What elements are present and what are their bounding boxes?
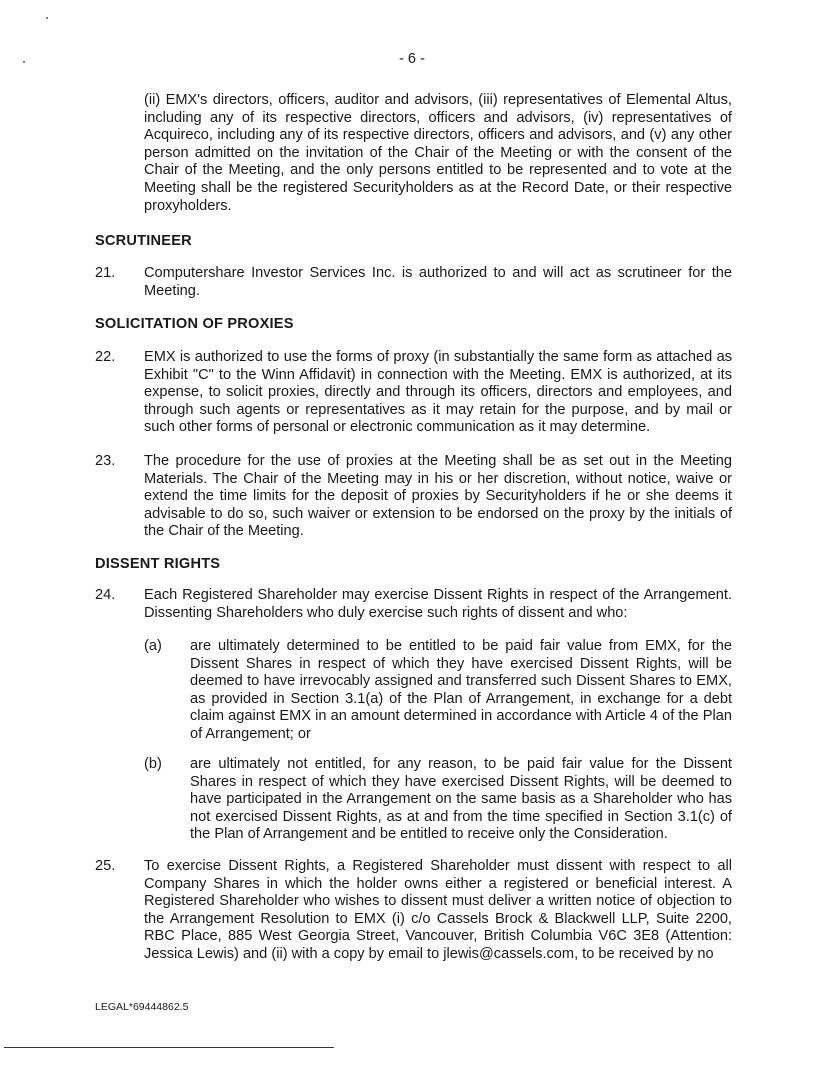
- paragraph-text: Computershare Investor Services Inc. is authorized to and will act as scrutineer for the Meeting.: [144, 265, 732, 299]
- continuation-paragraph: (ii) EMX's directors, officers, auditor and advisors, (iii) representatives of Elemental Altus, including any of its respective directors, officers and advisors, (iv) representatives of Acquireco, including any of its respective directors, officers and advisors, and (v) any other person admitted on the invitation of the Chair of the Meeting or with the consent of the Chair of the Meeting, and the only persons entitled to be represented and to vote at the Meeting shall be the registered Securityholders as at the Record Date, or their respective proxyholders.: [144, 92, 732, 214]
- subparagraph-b: [144, 756, 732, 844]
- subparagraph-text: are ultimately determined to be entitled to be paid fair value from EMX, for the Dissent Shares in respect of which they have exercised Dissent Rights, will be deemed to have irrevocably assigned and transferred such Dissent Shares to EMX, as provided in Section 3.1(a) of the Plan of Arrangement, in exchange for a debt claim against EMX in an amount determined in accordance with Article 4 of the Plan of Arrangement; or: [190, 638, 732, 742]
- paragraph-number: 22.: [95, 349, 116, 365]
- page-number: - 6 -: [399, 51, 425, 67]
- subparagraph-label: (a): [144, 638, 162, 654]
- subparagraph-text: are ultimately not entitled, for any reason, to be paid fair value for the Dissent Shares in respect of which they have exercised Dissent Rights, will be deemed to have participated in the Arrangement on the same basis as a Shareholder who has not exercised Dissent Rights, as at and from the time specified in Section 3.1(c) of the Plan of Arrangement and be entitled to receive only the Consideration.: [190, 756, 732, 843]
- heading-dissent-rights: DISSENT RIGHTS: [95, 556, 221, 572]
- paragraph-number: 21.: [95, 265, 116, 281]
- footer-rule: [4, 1047, 334, 1048]
- paragraph-text: Each Registered Shareholder may exercise Dissent Rights in respect of the Arrangement. Dissenting Shareholders who duly exercise such rights of dissent and who:: [144, 587, 732, 621]
- paragraph-22: [95, 349, 732, 437]
- scan-speck: [46, 17, 48, 19]
- paragraph-text: The procedure for the use of proxies at the Meeting shall be as set out in the Meeting Materials. The Chair of the Meeting may in his or her discretion, without notice, waive or extend the time limits for the deposit of proxies by Securityholders if he or she deems it advisable to do so, such waiver or extension to be endorsed on the proxy by the initials of the Chair of the Meeting.: [144, 453, 732, 540]
- paragraph-number: 24.: [95, 587, 116, 603]
- paragraph-text: To exercise Dissent Rights, a Registered Shareholder must dissent with respect to all Company Shares in which the holder owns either a registered or beneficial interest. A Registered Shareholder who wishes to dissent must deliver a written notice of objection to the Arrangement Resolution to EMX (i) c/o Cassels Brock & Blackwell LLP, Suite 2200, RBC Place, 885 West Georgia Street, Vancouver, British Columbia V6C 3E8 (Attention: Jessica Lewis) and (ii) with a copy by email to jlewis@cassels.com, to be received by no: [144, 858, 732, 962]
- subparagraph-a: [144, 638, 732, 744]
- paragraph-number: 23.: [95, 453, 116, 469]
- paragraph-21: [95, 265, 732, 300]
- heading-scrutineer: SCRUTINEER: [95, 233, 192, 249]
- document-id: LEGAL*69444862.5: [95, 1001, 189, 1013]
- heading-solicitation-of-proxies: SOLICITATION OF PROXIES: [95, 316, 294, 332]
- paragraph-text: EMX is authorized to use the forms of proxy (in substantially the same form as attached as Exhibit "C" to the Winn Affidavit) in connection with the Meeting. EMX is authorized, at its expense, to solicit proxies, directly and through its officers, directors and employees, and through such agents or representatives as it may retain for the purpose, and by mail or such other forms of personal or electronic communication as it may determine.: [144, 349, 732, 436]
- paragraph-24: [95, 587, 732, 622]
- paragraph-number: 25.: [95, 858, 116, 874]
- paragraph-23: [95, 453, 732, 541]
- paragraph-25: [95, 858, 732, 964]
- subparagraph-label: (b): [144, 756, 162, 772]
